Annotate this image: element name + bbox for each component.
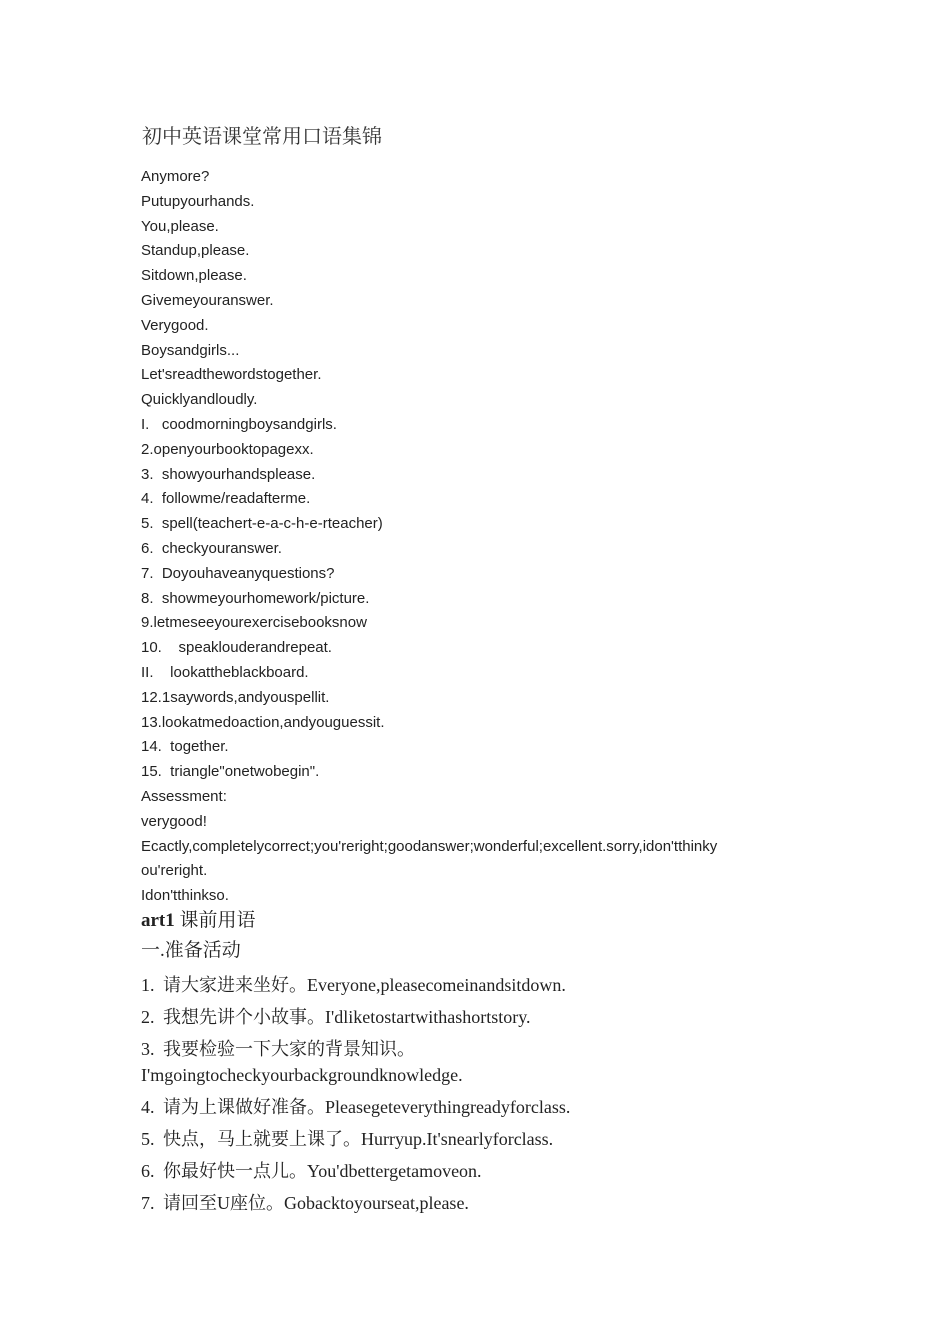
phrase-line: I. coodmorningboysandgirls. (141, 415, 337, 433)
list-item (141, 1190, 841, 1216)
item-number: 5. (141, 1129, 155, 1149)
list-item (141, 1036, 841, 1062)
phrase-line: II. lookattheblackboard. (141, 663, 309, 681)
phrase-line: 3. showyourhandsplease. (141, 465, 316, 483)
document-title: 初中英语课堂常用口语集锦 (142, 124, 382, 148)
item-text: 请回至U座位。Gobacktoyourseat,please. (163, 1193, 469, 1213)
phrase-line: Idon'tthinkso. (141, 887, 229, 905)
phrase-line: 14. together. (141, 738, 229, 756)
item-text: 快点，马上就要上课了。Hurryup.It'snearlyforclass. (163, 1129, 554, 1149)
phrase-list (141, 165, 821, 909)
item-number: 1. (141, 975, 155, 995)
item-text: 请为上课做好准备。Pleasegeteverythingreadyforclass. (163, 1097, 571, 1117)
item-continuation: I'mgoingtocheckyourbackgroundknowledge. (141, 1065, 463, 1085)
part-heading (141, 906, 841, 936)
item-text: 请大家进来坐好。Everyone,pleasecomeinandsitdown. (163, 975, 566, 995)
phrase-line: 7. Doyouhaveanyquestions? (141, 564, 335, 582)
item-number: 7. (141, 1193, 155, 1213)
phrase-line: Sitdown,please. (141, 267, 247, 285)
phrase-line: Putupyourhands. (141, 192, 255, 210)
phrase-line: Verygood. (141, 316, 209, 334)
phrase-line: 15. triangle"onetwobegin". (141, 763, 320, 781)
phrase-line: 10. speaklouderandrepeat. (141, 639, 332, 657)
phrase-line: Ecactly,completelycorrect;you'reright;goodanswer;wonderful;excellent.sorry,idon'tthinky (141, 837, 718, 855)
list-item (141, 1004, 841, 1030)
phrase-line: 6. checkyouranswer. (141, 539, 282, 557)
item-number: 3. (141, 1039, 155, 1059)
phrase-line: 13.lookatmedoaction,andyouguessit. (141, 713, 385, 731)
phrase-line: 5. spell(teachert-e-a-c-h-e-rteacher) (141, 515, 383, 533)
list-item (141, 972, 841, 998)
item-number: 4. (141, 1097, 155, 1117)
phrase-line: Standup,please. (141, 242, 250, 260)
list-item (141, 1094, 841, 1120)
item-text: 你最好快一点儿。You'dbettergetamoveon. (163, 1161, 482, 1181)
phrase-line: Anymore? (141, 168, 210, 185)
part-label: art1 (141, 910, 175, 931)
phrase-line: Boysandgirls... (141, 341, 240, 359)
phrase-line: Givemeyouranswer. (141, 291, 274, 309)
phrase-line: 9.letmeseeyourexercisebooksnow (141, 614, 367, 632)
list-item (141, 1126, 841, 1152)
phrase-line: ou'reright. (141, 862, 208, 880)
subsection-heading (141, 936, 841, 966)
phrase-line: 2.openyourbooktopagexx. (141, 440, 314, 458)
item-number: 6. (141, 1161, 155, 1181)
phrase-line: 4. followme/readafterme. (141, 490, 311, 508)
item-number: 2. (141, 1007, 155, 1027)
phrase-line: verygood! (141, 812, 207, 830)
item-text: 我想先讲个小故事。I'dliketostartwithashortstory. (163, 1007, 531, 1027)
list-item (141, 1158, 841, 1184)
phrase-line: Quicklyandloudly. (141, 391, 258, 409)
subsection-number: 一. (141, 940, 165, 961)
phrase-line: Let'sreadthewordstogether. (141, 366, 322, 384)
subsection-title: 准备活动 (164, 940, 241, 961)
assessment-heading: Assessment: (141, 787, 227, 805)
part-title: 课前用语 (179, 910, 256, 931)
phrase-line: You,please. (141, 217, 219, 235)
item-text: 我要检验一下大家的背景知识。 (163, 1039, 415, 1059)
phrase-line: 12.1saywords,andyouspellit. (141, 688, 330, 706)
phrase-line: 8. showmeyourhomework/picture. (141, 589, 370, 607)
section-part1 (141, 906, 841, 1216)
